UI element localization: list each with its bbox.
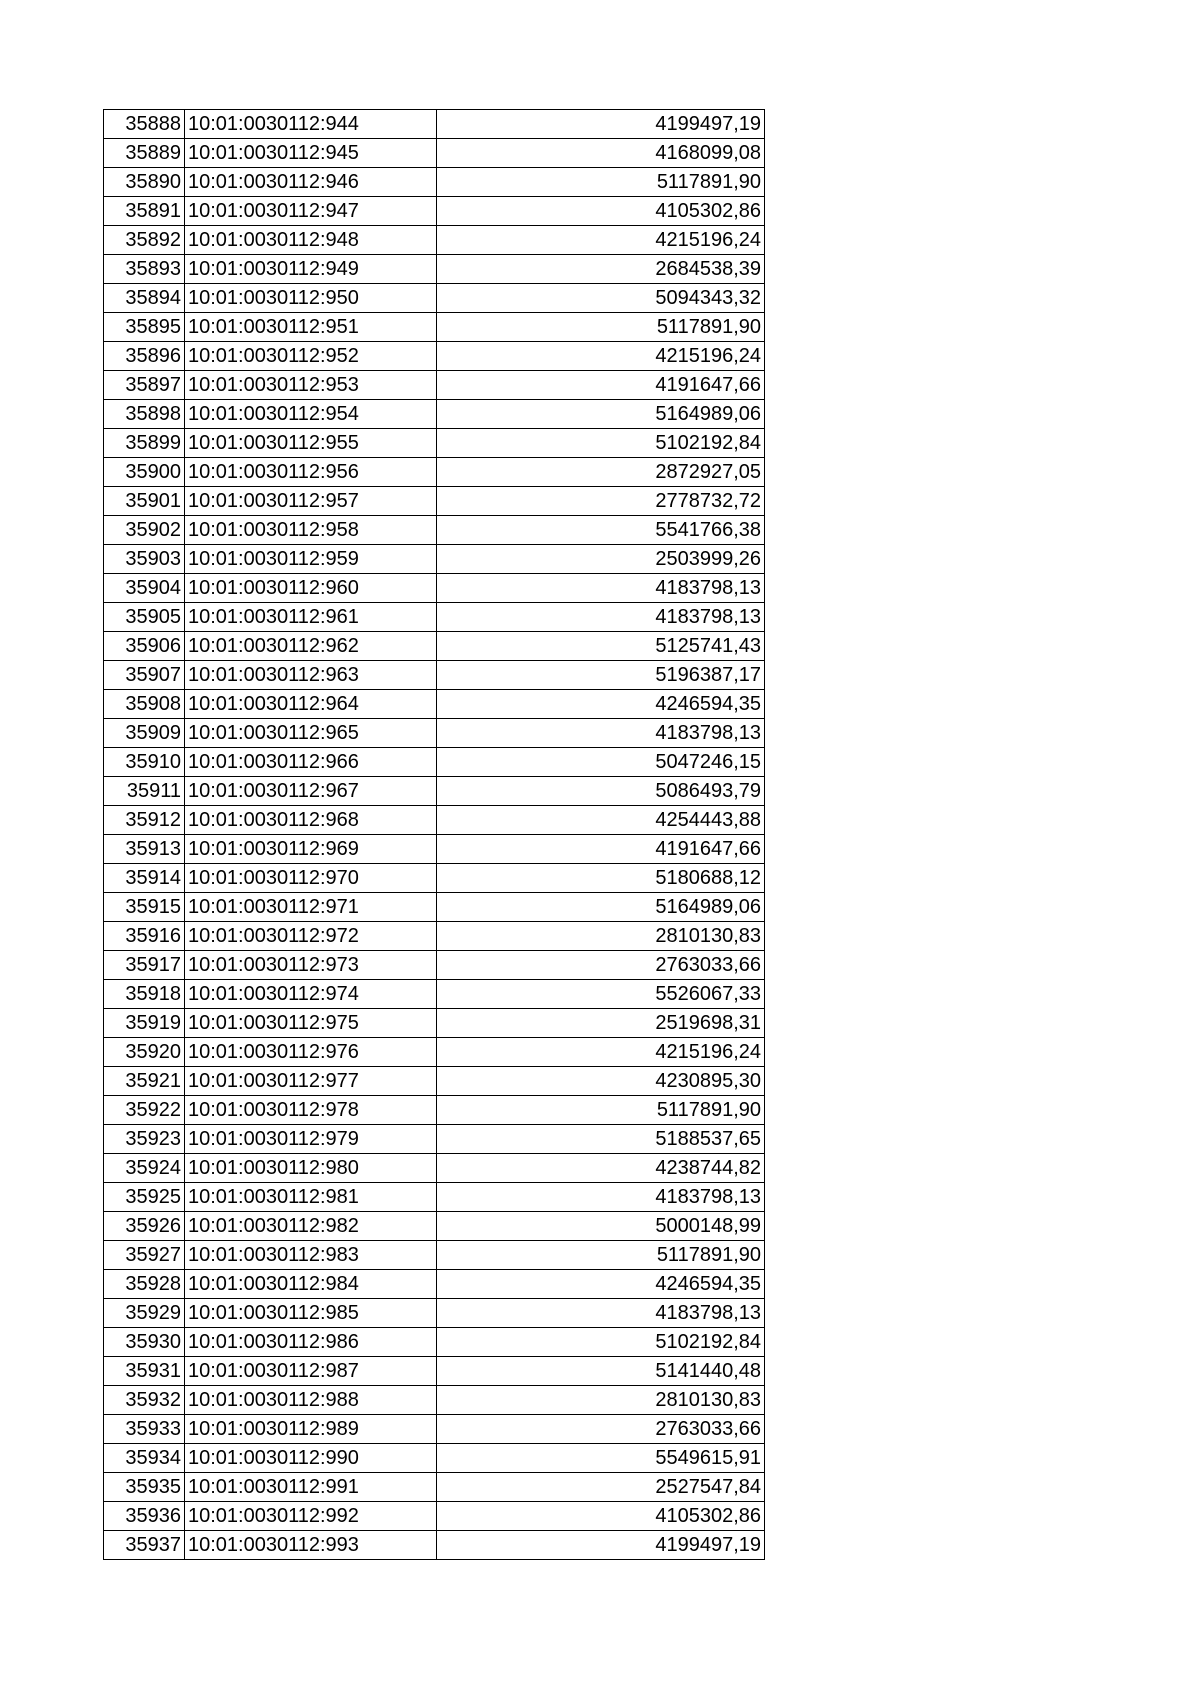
table-row (104, 342, 765, 371)
row-number-cell: 35934 (104, 1444, 185, 1473)
row-number-cell: 35915 (104, 893, 185, 922)
table-row (104, 516, 765, 545)
cadastral-number-cell: 10:01:0030112:952 (185, 342, 437, 371)
table-row (104, 168, 765, 197)
table-row (104, 429, 765, 458)
table-row (104, 632, 765, 661)
row-number-cell: 35931 (104, 1357, 185, 1386)
table-row (104, 1386, 765, 1415)
row-number-cell: 35923 (104, 1125, 185, 1154)
cadastral-number-cell: 10:01:0030112:954 (185, 400, 437, 429)
value-cell: 4199497,19 (437, 110, 765, 139)
value-cell: 4183798,13 (437, 1183, 765, 1212)
row-number-cell: 35895 (104, 313, 185, 342)
row-number-cell: 35899 (104, 429, 185, 458)
row-number-cell: 35908 (104, 690, 185, 719)
table-body (104, 110, 765, 1560)
cadastral-number-cell: 10:01:0030112:988 (185, 1386, 437, 1415)
cadastral-number-cell: 10:01:0030112:947 (185, 197, 437, 226)
value-cell: 5117891,90 (437, 313, 765, 342)
table-row (104, 574, 765, 603)
cadastral-number-cell: 10:01:0030112:977 (185, 1067, 437, 1096)
row-number-cell: 35916 (104, 922, 185, 951)
value-cell: 4183798,13 (437, 574, 765, 603)
table-row (104, 197, 765, 226)
table-row (104, 1357, 765, 1386)
table-row (104, 835, 765, 864)
value-cell: 2519698,31 (437, 1009, 765, 1038)
table-row (104, 458, 765, 487)
row-number-cell: 35926 (104, 1212, 185, 1241)
table-row (104, 690, 765, 719)
cadastral-number-cell: 10:01:0030112:976 (185, 1038, 437, 1067)
value-cell: 5180688,12 (437, 864, 765, 893)
cadastral-number-cell: 10:01:0030112:979 (185, 1125, 437, 1154)
cadastral-number-cell: 10:01:0030112:967 (185, 777, 437, 806)
cadastral-number-cell: 10:01:0030112:971 (185, 893, 437, 922)
value-cell: 2810130,83 (437, 922, 765, 951)
cadastral-number-cell: 10:01:0030112:975 (185, 1009, 437, 1038)
table-row (104, 893, 765, 922)
table-row (104, 284, 765, 313)
cadastral-number-cell: 10:01:0030112:973 (185, 951, 437, 980)
row-number-cell: 35891 (104, 197, 185, 226)
row-number-cell: 35904 (104, 574, 185, 603)
row-number-cell: 35925 (104, 1183, 185, 1212)
row-number-cell: 35890 (104, 168, 185, 197)
cadastral-number-cell: 10:01:0030112:978 (185, 1096, 437, 1125)
table-row (104, 864, 765, 893)
row-number-cell: 35912 (104, 806, 185, 835)
table-row (104, 1096, 765, 1125)
cadastral-number-cell: 10:01:0030112:965 (185, 719, 437, 748)
row-number-cell: 35893 (104, 255, 185, 284)
value-cell: 5117891,90 (437, 1096, 765, 1125)
value-cell: 5164989,06 (437, 893, 765, 922)
cadastral-number-cell: 10:01:0030112:957 (185, 487, 437, 516)
table-row (104, 1125, 765, 1154)
value-cell: 5086493,79 (437, 777, 765, 806)
row-number-cell: 35936 (104, 1502, 185, 1531)
table-row (104, 1154, 765, 1183)
value-cell: 5188537,65 (437, 1125, 765, 1154)
row-number-cell: 35921 (104, 1067, 185, 1096)
row-number-cell: 35924 (104, 1154, 185, 1183)
value-cell: 2527547,84 (437, 1473, 765, 1502)
table-row (104, 1183, 765, 1212)
row-number-cell: 35910 (104, 748, 185, 777)
value-cell: 4183798,13 (437, 1299, 765, 1328)
table-row (104, 1415, 765, 1444)
value-cell: 4230895,30 (437, 1067, 765, 1096)
row-number-cell: 35896 (104, 342, 185, 371)
value-cell: 2684538,39 (437, 255, 765, 284)
value-cell: 4215196,24 (437, 226, 765, 255)
cadastral-number-cell: 10:01:0030112:986 (185, 1328, 437, 1357)
value-cell: 5102192,84 (437, 429, 765, 458)
table-row (104, 545, 765, 574)
value-cell: 5000148,99 (437, 1212, 765, 1241)
cadastral-number-cell: 10:01:0030112:959 (185, 545, 437, 574)
table-row (104, 110, 765, 139)
row-number-cell: 35913 (104, 835, 185, 864)
value-cell: 4238744,82 (437, 1154, 765, 1183)
value-cell: 2763033,66 (437, 951, 765, 980)
value-cell: 5196387,17 (437, 661, 765, 690)
value-cell: 4199497,19 (437, 1531, 765, 1560)
table-row (104, 1241, 765, 1270)
cadastral-number-cell: 10:01:0030112:956 (185, 458, 437, 487)
row-number-cell: 35892 (104, 226, 185, 255)
row-number-cell: 35919 (104, 1009, 185, 1038)
table-row (104, 313, 765, 342)
value-cell: 5526067,33 (437, 980, 765, 1009)
cadastral-number-cell: 10:01:0030112:984 (185, 1270, 437, 1299)
row-number-cell: 35927 (104, 1241, 185, 1270)
cadastral-number-cell: 10:01:0030112:987 (185, 1357, 437, 1386)
value-cell: 4183798,13 (437, 603, 765, 632)
row-number-cell: 35933 (104, 1415, 185, 1444)
row-number-cell: 35935 (104, 1473, 185, 1502)
row-number-cell: 35914 (104, 864, 185, 893)
cadastral-number-cell: 10:01:0030112:960 (185, 574, 437, 603)
table-row (104, 661, 765, 690)
value-cell: 2810130,83 (437, 1386, 765, 1415)
cadastral-number-cell: 10:01:0030112:970 (185, 864, 437, 893)
value-cell: 5102192,84 (437, 1328, 765, 1357)
value-cell: 2778732,72 (437, 487, 765, 516)
row-number-cell: 35930 (104, 1328, 185, 1357)
table-row (104, 1299, 765, 1328)
cadastral-number-cell: 10:01:0030112:969 (185, 835, 437, 864)
cadastral-number-cell: 10:01:0030112:983 (185, 1241, 437, 1270)
cadastral-number-cell: 10:01:0030112:980 (185, 1154, 437, 1183)
value-cell: 4215196,24 (437, 342, 765, 371)
cadastral-number-cell: 10:01:0030112:982 (185, 1212, 437, 1241)
value-cell: 4246594,35 (437, 1270, 765, 1299)
row-number-cell: 35937 (104, 1531, 185, 1560)
cadastral-number-cell: 10:01:0030112:946 (185, 168, 437, 197)
row-number-cell: 35903 (104, 545, 185, 574)
table-row (104, 806, 765, 835)
value-cell: 4105302,86 (437, 1502, 765, 1531)
row-number-cell: 35929 (104, 1299, 185, 1328)
value-cell: 5549615,91 (437, 1444, 765, 1473)
table-row (104, 1212, 765, 1241)
cadastral-number-cell: 10:01:0030112:974 (185, 980, 437, 1009)
value-cell: 4183798,13 (437, 719, 765, 748)
value-cell: 4105302,86 (437, 197, 765, 226)
cadastral-number-cell: 10:01:0030112:968 (185, 806, 437, 835)
cadastral-number-cell: 10:01:0030112:964 (185, 690, 437, 719)
table-row (104, 1270, 765, 1299)
cadastral-number-cell: 10:01:0030112:945 (185, 139, 437, 168)
cadastral-number-cell: 10:01:0030112:981 (185, 1183, 437, 1212)
value-cell: 5164989,06 (437, 400, 765, 429)
row-number-cell: 35911 (104, 777, 185, 806)
table-row (104, 1502, 765, 1531)
table-row (104, 748, 765, 777)
table-row (104, 1067, 765, 1096)
row-number-cell: 35902 (104, 516, 185, 545)
table-row (104, 226, 765, 255)
row-number-cell: 35888 (104, 110, 185, 139)
row-number-cell: 35898 (104, 400, 185, 429)
row-number-cell: 35917 (104, 951, 185, 980)
row-number-cell: 35918 (104, 980, 185, 1009)
row-number-cell: 35897 (104, 371, 185, 400)
table-row (104, 922, 765, 951)
cadastral-number-cell: 10:01:0030112:961 (185, 603, 437, 632)
cadastral-number-cell: 10:01:0030112:955 (185, 429, 437, 458)
row-number-cell: 35900 (104, 458, 185, 487)
table-row (104, 951, 765, 980)
row-number-cell: 35932 (104, 1386, 185, 1415)
row-number-cell: 35894 (104, 284, 185, 313)
row-number-cell: 35907 (104, 661, 185, 690)
cadastral-number-cell: 10:01:0030112:985 (185, 1299, 437, 1328)
value-cell: 5141440,48 (437, 1357, 765, 1386)
cadastral-number-cell: 10:01:0030112:962 (185, 632, 437, 661)
value-cell: 5541766,38 (437, 516, 765, 545)
cadastral-number-cell: 10:01:0030112:991 (185, 1473, 437, 1502)
value-cell: 5125741,43 (437, 632, 765, 661)
cadastral-number-cell: 10:01:0030112:958 (185, 516, 437, 545)
table-row (104, 1473, 765, 1502)
table-row (104, 719, 765, 748)
table-row (104, 255, 765, 284)
table-row (104, 487, 765, 516)
cadastral-number-cell: 10:01:0030112:953 (185, 371, 437, 400)
row-number-cell: 35920 (104, 1038, 185, 1067)
row-number-cell: 35905 (104, 603, 185, 632)
value-cell: 5117891,90 (437, 168, 765, 197)
table-row (104, 1531, 765, 1560)
row-number-cell: 35901 (104, 487, 185, 516)
table-row (104, 1009, 765, 1038)
cadastral-number-cell: 10:01:0030112:944 (185, 110, 437, 139)
table-row (104, 980, 765, 1009)
table-row (104, 1444, 765, 1473)
value-cell: 2763033,66 (437, 1415, 765, 1444)
value-cell: 4168099,08 (437, 139, 765, 168)
row-number-cell: 35928 (104, 1270, 185, 1299)
row-number-cell: 35889 (104, 139, 185, 168)
row-number-cell: 35909 (104, 719, 185, 748)
cadastral-number-cell: 10:01:0030112:948 (185, 226, 437, 255)
cadastral-number-cell: 10:01:0030112:992 (185, 1502, 437, 1531)
value-cell: 2872927,05 (437, 458, 765, 487)
value-cell: 4254443,88 (437, 806, 765, 835)
table-row (104, 1038, 765, 1067)
value-cell: 4215196,24 (437, 1038, 765, 1067)
value-cell: 5094343,32 (437, 284, 765, 313)
value-cell: 4191647,66 (437, 835, 765, 864)
table-row (104, 603, 765, 632)
value-cell: 4246594,35 (437, 690, 765, 719)
data-table (103, 109, 765, 1560)
cadastral-number-cell: 10:01:0030112:951 (185, 313, 437, 342)
table-row (104, 400, 765, 429)
value-cell: 5117891,90 (437, 1241, 765, 1270)
cadastral-number-cell: 10:01:0030112:949 (185, 255, 437, 284)
value-cell: 5047246,15 (437, 748, 765, 777)
table-row (104, 1328, 765, 1357)
table-row (104, 371, 765, 400)
cadastral-number-cell: 10:01:0030112:972 (185, 922, 437, 951)
cadastral-number-cell: 10:01:0030112:966 (185, 748, 437, 777)
cadastral-number-cell: 10:01:0030112:990 (185, 1444, 437, 1473)
table-row (104, 139, 765, 168)
cadastral-number-cell: 10:01:0030112:989 (185, 1415, 437, 1444)
row-number-cell: 35922 (104, 1096, 185, 1125)
cadastral-number-cell: 10:01:0030112:963 (185, 661, 437, 690)
cadastral-number-cell: 10:01:0030112:950 (185, 284, 437, 313)
cadastral-number-cell: 10:01:0030112:993 (185, 1531, 437, 1560)
row-number-cell: 35906 (104, 632, 185, 661)
value-cell: 2503999,26 (437, 545, 765, 574)
table-row (104, 777, 765, 806)
value-cell: 4191647,66 (437, 371, 765, 400)
